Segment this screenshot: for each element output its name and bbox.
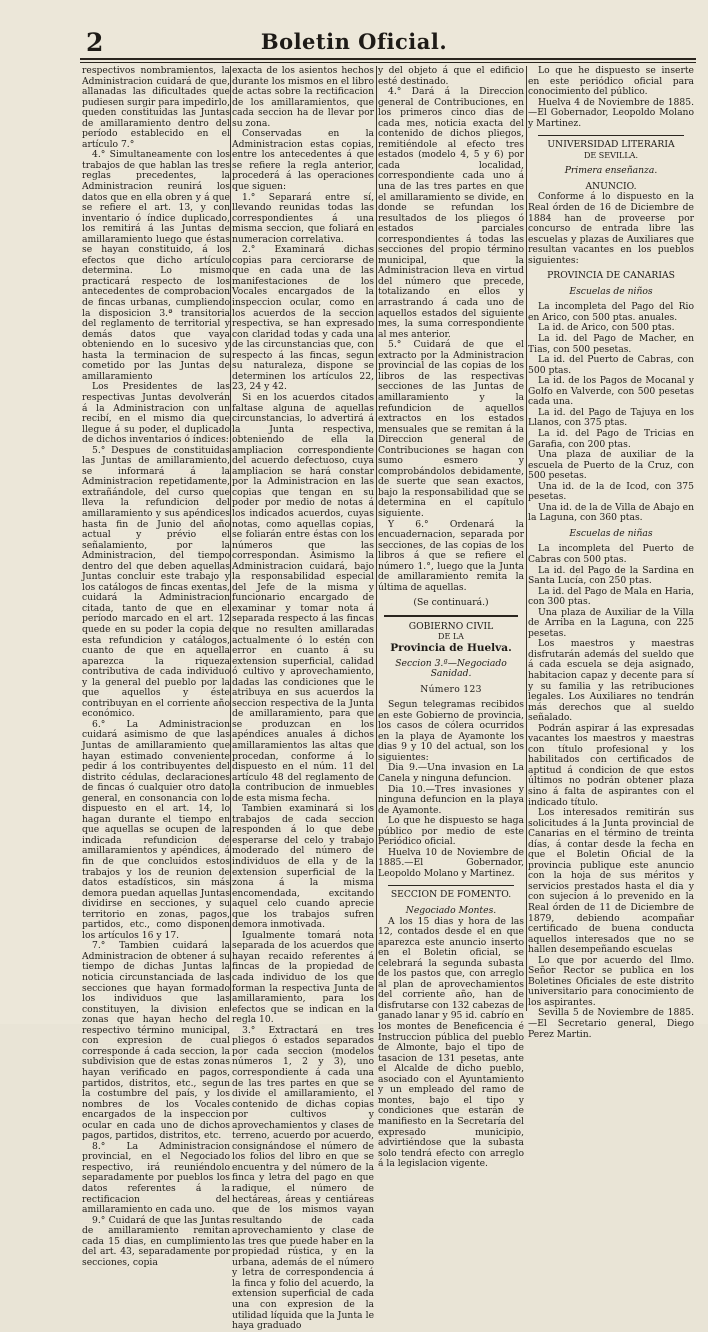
section-rule: [384, 615, 518, 617]
paragraph: Los Presidentes de las respectivas Juntas devolverán á la Administracion con un recibí, en el mismo dia que llegue á su poder, el duplicado de dichos inventarios ó índices:: [82, 381, 230, 446]
notice-title: ANUNCIO.: [585, 180, 637, 192]
paragraph: 4.° Dará á la Direccion general de Contribuciones, en los primeros cinco dias de cada mes, noticia exacta del contenido de dichos pliegos, remitiéndole al efecto tres estados (modelo 4, 5 y 6) por cada localidad, correspondiente cada uno á una de las tres partes en que el amillaramiento se divide, en donde se refundan los resultados de los pliegos ó estados parciales correspondientes á todas las secciones del propio término municipal, que la Administracion lleva en virtud del número que precede, totalizando en ellos y arrastrando á cada uno de aquellos estados del siguiente mes, la suma correspondiente al mes anterior.: [378, 86, 524, 340]
list-item: Una id. de la de Icod, con 375 pesetas.: [528, 480, 694, 503]
section-rule: [538, 135, 684, 136]
paragraph: 7.° Tambien cuidará la Administracion de obtener á su tiempo de dichas Juntas la noticia circunstanciada de las secciones que hayan formado los individuos que las constituyen, la division en zonas que hayan hecho del respectivo término municipal, con expresion de cual corresponde á cada seccion, la subdivision que de estas zonas hayan verificado en pagos, partidos, distritos, etc., segun la costumbre del país, y los nombres de los Vocales encargados de la inspeccion ocular en cada uno de dichos pagos, partidos, distritos, etc.: [82, 940, 230, 1142]
paragraph: Huelva 4 de Noviembre de 1885.—El Gobernador, Leopoldo Molano y Martinez.: [528, 96, 694, 129]
section-subheading: Escuelas de niños: [569, 285, 653, 297]
column-3: [378, 65, 524, 1170]
header-rule: [80, 58, 696, 60]
paragraph: Huelva 10 de Noviembre de 1885.—El Gobernador, Leopoldo Molano y Martinez.: [378, 846, 524, 879]
list-item: La id. del Pago de Tricias en Garafia, con 200 ptas.: [528, 427, 694, 450]
paragraph: Podrán aspirar á las expresadas vacantes los maestros y maestras con título profesional y los habilitados con certificados de aptitud á condicion de que estos últimos no podrán obtener plaza sino á falta de aspirantes con el indicado título.: [528, 722, 694, 808]
paragraph: Dia 10.—Tres invasiones y ninguna defuncion en la playa de Ayamonte.: [378, 783, 524, 816]
continued-note: (Se continuará.): [413, 597, 489, 609]
paragraph: Los maestros y maestras disfrutarán además del sueldo que á cada escuela se deja asignado, habitacion capaz y decente para sí y su familia y las retribuciones legales. Los Auxiliares no tendrán más derechos que al sueldo señalado.: [528, 638, 694, 724]
list-item: La id. del Pago de Mala en Haria, con 300 ptas.: [528, 585, 694, 608]
section-subheading: Negociado Montes.: [405, 905, 497, 917]
list-item: La id. del Pago de Macher, en Tias, con 500 pesetas.: [528, 333, 694, 355]
list-item: La incompleta del Puerto de Cabras con 500 ptas.: [528, 543, 694, 565]
paragraph: Si en los acuerdos citados faltase alguna de aquellas circunstancias, lo advertirá á la Junta respectiva, obteniendo de ella la ampliacion correspondiente del acuerdo defectuoso, cuya ampliacion se hará constar por la Administracion en las copias que tengan en su poder por medio de notas á los indicados acuerdos, cuyas notas, como aquellas copias, se foliarán entre éstas con los números que las correspondan. Asimismo la Administracion cuidará, bajo la responsabilidad especial del Jefe de la misma y funcionario encargado de examinar y tomar nota á separada respecto á las fincas que no resulten amillaradas actualmente ó lo estén con error en cuanto á su extension superficial, calidad ó cultivo y aprovechamiento, dadas las condiciones que le atribuya en sus acuerdos la seccion respectiva de la Junta de amillaramiento, para que se produzcan en los apéndices anuales á dichos amillaramientos las altas que procedan, conforme á lo dispuesto en el núm. 11 del artículo 48 del reglamento de la contribucion de inmuebles de esta misma fecha.: [232, 391, 374, 804]
paragraph: y del objeto á que el edificio esté destinado.: [378, 65, 524, 87]
paragraph: Tambien examinará si los trabajos de cada seccion responden á lo que debe esperarse del celo y trabajo moderado del número de individuos de ella y de la extension superficial de la zona á la misma encomendada, excitando aquel celo cuando aprecie que los trabajos sufren demora inmotivada.: [232, 803, 374, 931]
paragraph: Dia 9.—Una invasion en La Canela y ninguna defuncion.: [378, 762, 524, 784]
section-rule: [388, 885, 514, 886]
section-subheading: Seccion 3.ª—Negociado Sanidad.: [395, 657, 507, 680]
section-subheading: Escuelas de niñas: [569, 527, 653, 539]
paragraph: 2.° Examinará dichas copias para cerciorarse de que en cada una de las manifestaciones de los Vocales encargados de la inspeccion ocular, como en los acuerdos de la seccion respectiva, se han expresado con claridad todas y cada una de las circunstancias que, con respecto á las fincas, segun su naturaleza, dispone se determinen los artículos 22, 23, 24 y 42.: [232, 244, 374, 393]
list-item: Una plaza de Auxiliar de la Villa de Arriba en la Laguna, con 225 pesetas.: [528, 606, 694, 639]
list-item: Una id. de la de Villa de Abajo en la Laguna, con 360 ptas.: [528, 501, 694, 524]
section-heading: PROVINCIA DE CANARIAS: [547, 270, 675, 282]
paragraph: respectivos nombramientos, la Administracion cuidará de que, allanadas las dificultades que pudiesen surgir para impedirlo, queden constituidas las Juntas de amillaramiento dentro del período establecido en el artículo 7.°: [82, 65, 230, 150]
paragraph: Y 6.° Ordenará la encuadernacion, separada por secciones, de las copias de los libros á que se refiere el número 1.°, luego que la Junta de amillaramiento remita la última de aquellas.: [378, 518, 524, 593]
section-heading: SECCION DE FOMENTO.: [390, 889, 512, 901]
list-item: La id. del Pago de la Sardina en Santa Lucía, con 250 ptas.: [528, 564, 694, 587]
paragraph: exacta de los asientos hechos durante los mismos en el libro de actas sobre la rectificacion de los amillaramientos, que cada seccion ha de llevar por su zona.: [232, 65, 374, 129]
paragraph: Segun telegramas recibidos en este Gobierno de provincia, los casos de cólera ocurridos en la playa de Ayamonte los dias 9 y 10 del actual, son los siguientes:: [378, 699, 524, 763]
paragraph: A los 15 dias y hora de las 12, contados desde el en que aparezca este anuncio inserto en el Boletin oficial, se celebrará la segunda subasta de los pastos que, con arreglo al plan de aprovechamientos del corriente año, han de disfrutarse con 132 cabezas de ganado lanar y 95 id. cabrío en los montes de Beneficencia é Instruccion pública del pueblo de Almonte, bajo el tipo de tasacion de 131 pesetas, ante el Alcalde de dicho pueblo, asociado con el Ayuntamiento y un empleado del ramo de montes, bajo el tipo y condiciones que estarán de manifiesto en la Secretaría del expresado municipio, advirtiéndose que la subasta solo tendrá efecto con arreglo á la legislacion vigente.: [378, 915, 524, 1170]
list-item: Una plaza de auxiliar de la escuela de Puerto de la Cruz, con 500 pesetas.: [528, 449, 694, 482]
paragraph: 6.° La Administracion cuidará asimismo de que las Juntas de amillaramiento que hayan estimado conveniente pedir á los contribuyentes del distrito cédulas, declaraciones de fincas ó cualquier otro dato general, en consonancia con lo dispuesto en el art. 14, lo hagan durante el tiempo en que aquellas se ocupen de la indicada refundicion de amillaramientos y apéndices, á fin de que concluidos estos trabajos y los de reunion de datos estadísticos, sin más demora puedan aquellas Juntas dividirse en secciones, y su territorio en zonas, pagos, partidos, etc., como disponen los artículos 16 y 17.: [82, 718, 230, 941]
column-4: [528, 65, 694, 1040]
section-heading-sub: DE SEVILLA.: [584, 150, 638, 160]
paragraph: 5.° Cuidará de que el extracto por la Administracion provincial de las copias de los libros de las respectivas secciones de las Juntas de amillaramiento y la refundicion de aquellos extractos en los estados mensuales que se remitan á la Direccion general de Contribuciones se hagan con sumo esmero y comprobándolos debidamente, de suerte que sean exactos, bajo la responsabilidad que se determina en el capítulo siguiente.: [378, 339, 524, 519]
list-item: La incompleta del Pago del Rio en Arico, con 500 ptas. anuales.: [528, 301, 694, 323]
section-heading: GOBIERNO CIVIL: [408, 620, 494, 632]
section-heading-province: Provincia de Huelva.: [390, 641, 512, 654]
paragraph: 9.° Cuidará de que las Juntas de amillaramiento remitan cada 15 dias, en cumplimiento del art. 43, separadamente por secciones, copia: [82, 1214, 230, 1268]
section-heading: UNIVERSIDAD LITERARIA: [547, 139, 675, 151]
paragraph: Conforme á lo dispuesto en la Real órden de 16 de Diciembre de 1884 han de proveerse por concurso de entrada libre las escuelas y plazas de Auxiliares que resultan vacantes en los pueblos siguientes:: [528, 191, 694, 266]
list-item: La id. de Arico, con 500 ptas.: [538, 322, 675, 334]
paragraph: 5.° Despues de constituidas las Juntas de amillaramiento, se informará á la Administracion repetidamente, extrañándole, del curso que lleva la refundicion del amillaramiento y sus apéndices hasta fin de Junio del año actual y prévio el señalamiento, por la Administracion, del tiempo dentro del que deben aquellas Juntas concluir este trabajo y los catálogos de fincas exentas, cuidará la Administracion citada, tanto de que en el período marcado en el art. 12 quede en su poder la copia de esta refundicion y catálogos, cuanto de que en aquella aparezca la riqueza contributiva de cada individuo y la general del pueblo por la que aquellos y éste contribuyan en el corriente año económico.: [82, 444, 230, 720]
list-item: La id. de los Pagos de Mocanal y Golfo en Valverde, con 500 pesetas cada una.: [528, 375, 694, 408]
paragraph: 3.° Extractará en tres pliegos ó estados separados por cada seccion (modelos números 1, 2 y 3), uno correspondiente á cada una de las tres partes en que se divide el amillaramiento, el contenido de dichas copias por cultivos y aprovechamientos y clases de terreno, acuerdo por acuerdo, consignándose el número de los folios del libro en que se encuentra y del número de la finca y letra del pago en que radique, el número de hectáreas, áreas y centiáreas que de los mismos vayan resultando de cada aprovechamiento y clase de las tres que puede haber en la propiedad rústica, y en la urbana, además de el número y letra de correspondencia á la finca y folio del acuerdo, la extension superficial de cada una con expresion de la utilidad líquida que la Junta le haya graduado: [232, 1024, 374, 1332]
notice-number: Número 123: [420, 683, 482, 695]
header-rule-thin: [80, 62, 696, 63]
paragraph: Lo que he dispuesto se haga público por medio de este Periódico oficial.: [378, 815, 524, 848]
paragraph: Sevilla 5 de Noviembre de 1885.—El Secretario general, Diego Perez Martin.: [528, 1007, 694, 1040]
paragraph: 4.° Simultaneamente con los trabajos de que hablan las tres reglas precedentes, la Administracion reunirá los datos que en ella obren y á que se refiere el art. 13, y con inventario ó índice duplicado, los remitirá á las Juntas de amillaramiento luego que éstas se hayan constituido, á los efectos que dicho artículo determina. Lo mismo practicará respecto de los antecedentes de comprobacion de fincas urbanas, cumpliendo la disposicion 3.ª transitoria del reglamento de territorial y demás datos que vaya obteniendo en lo sucesivo y hasta la terminacion de su cometido por las Juntas de amillaramiento: [82, 149, 230, 382]
column-2: [232, 65, 374, 1332]
list-item: La id. del Pago de Tajuya en los Llanos, con 375 ptas.: [528, 406, 694, 429]
list-item: La id. del Puerto de Cabras, con 500 ptas.: [528, 354, 694, 376]
paragraph: 1.° Separará entre sí, llevando reunidas todas las correspondientes á una misma seccion, que foliará en numeracion correlativa.: [232, 191, 374, 245]
section-heading-sub: DE LA: [438, 632, 464, 642]
paragraph: Conservadas en la Administracion estas copias, entre los antecedentes á que se refiere la regla anterior, procederá á las operaciones que siguen:: [232, 128, 374, 193]
column-1: [82, 65, 230, 1268]
page-title: Boletin Oficial.: [260, 29, 448, 54]
column-divider: [526, 66, 527, 1011]
paragraph: Igualmente tomará nota separada de los acuerdos que hayan recaido referentes á fincas de la propiedad de cada individuo de los que forman la respectiva Junta de amillaramiento, para los efectos que se indican en la regla 10.: [232, 929, 374, 1026]
column-divider: [376, 66, 377, 1011]
column-divider: [230, 66, 231, 1011]
paragraph: Lo que he dispuesto se inserte en este periódico oficial para conocimiento del público.: [528, 65, 694, 98]
section-subheading: Primera enseñanza.: [564, 165, 658, 177]
paragraph: 8.° La Administracion provincial, en el Negociado respectivo, irá reuniéndolo separadamente por pueblos los datos referentes á la rectificacion del amillaramiento en cada uno.: [82, 1140, 230, 1216]
page-number: 2: [86, 28, 104, 57]
paragraph: Los interesados remitirán sus solicitudes á la Junta provincial de Canarias en el término de treinta días, á contar desde la fecha en que el Boletin Oficial de la provincia publique este anuncio con la hoja de sus méritos y servicios prestados hasta el dia y con sujecion á lo prevenido en la Real órden de 11 de Diciembre de 1879, debiendo acompañar certificado de buena conducta aquellos interesados que no se hallen desempeñando escuelas: [528, 807, 694, 956]
paragraph: Lo que por acuerdo del Ilmo. Señor Rector se publica en los Boletines Oficiales de este distrito universitario para conocimiento de los aspirantes.: [528, 954, 694, 1008]
